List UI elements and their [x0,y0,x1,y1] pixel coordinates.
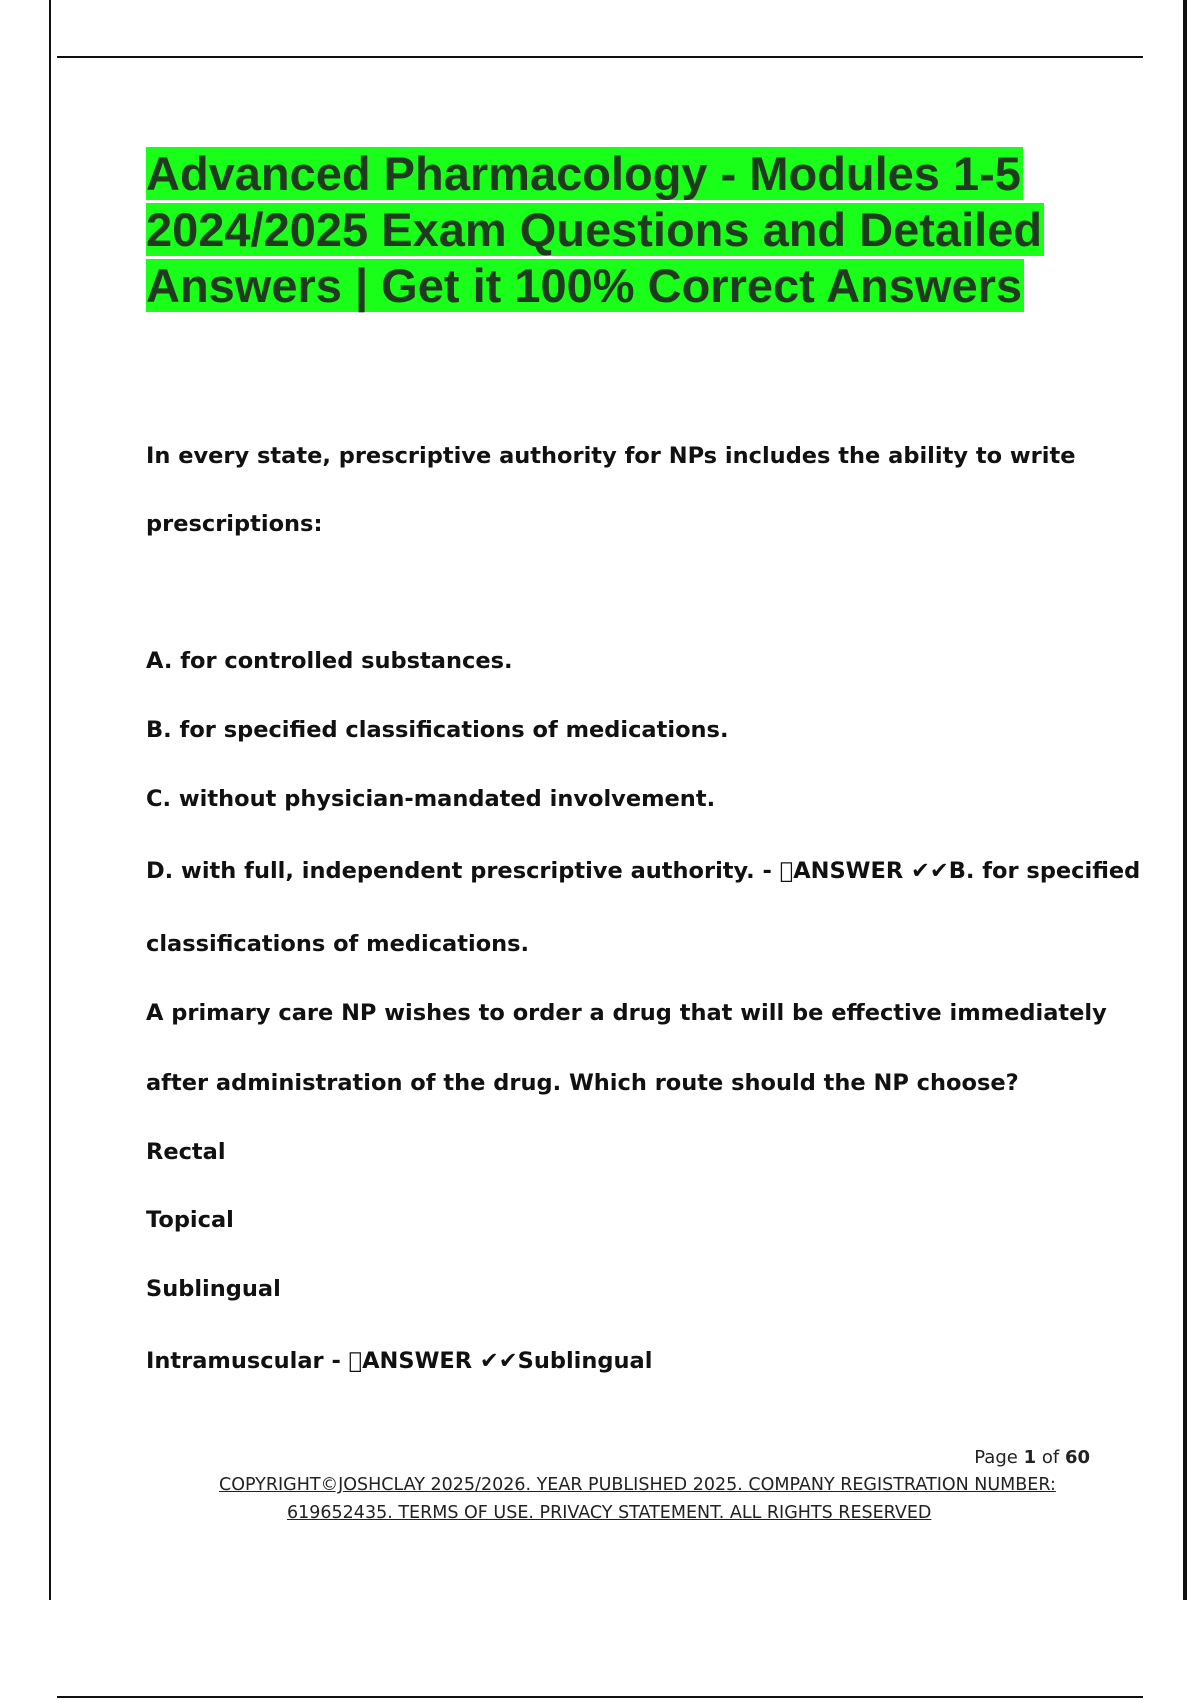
copyright-notice: 619652435. TERMS OF USE. PRIVACY STATEMENT. ALL RIGHTS RESERVED [287,1503,932,1523]
option-c: C. without physician-mandated involvement. [146,786,716,812]
question-2-text: A primary care NP wishes to order a drug that will be effective immediately [146,1000,1107,1026]
page-border-left [49,0,51,1600]
option-rectal: Rectal [146,1139,226,1165]
option-sublingual: Sublingual [146,1276,281,1302]
question-1-text: In every state, prescriptive authority for NPs includes the ability to write [146,443,1076,469]
question-1-text: prescriptions: [146,511,323,537]
title-line: Advanced Pharmacology - Modules 1-5 [146,147,1021,200]
footer-rule [57,1696,1143,1698]
title-line: 2024/2025 Exam Questions and Detailed [146,203,1043,256]
page-number: Page 1 of 60 [974,1447,1090,1468]
option-intramuscular-answer: Intramuscular -  ANSWER ✔✔Sublingual [146,1348,653,1374]
option-d-answer: D. with full, independent prescriptive authority. -  ANSWER ✔✔B. for specified [146,858,1141,884]
question-2-text: after administration of the drug. Which route should the NP choose? [146,1070,1019,1096]
copyright-notice: COPYRIGHT©JOSHCLAY 2025/2026. YEAR PUBLISHED 2025. COMPANY REGISTRATION NUMBER: [219,1475,1056,1495]
document-title [146,146,1076,314]
option-a: A. for controlled substances. [146,648,513,674]
option-topical: Topical [146,1207,234,1233]
answer-continuation: classifications of medications. [146,931,530,957]
header-rule [57,56,1143,58]
page-border-right [1183,0,1187,1600]
option-b: B. for specified classifications of medications. [146,717,729,743]
title-line: Answers | Get it 100% Correct Answers [146,259,1023,312]
